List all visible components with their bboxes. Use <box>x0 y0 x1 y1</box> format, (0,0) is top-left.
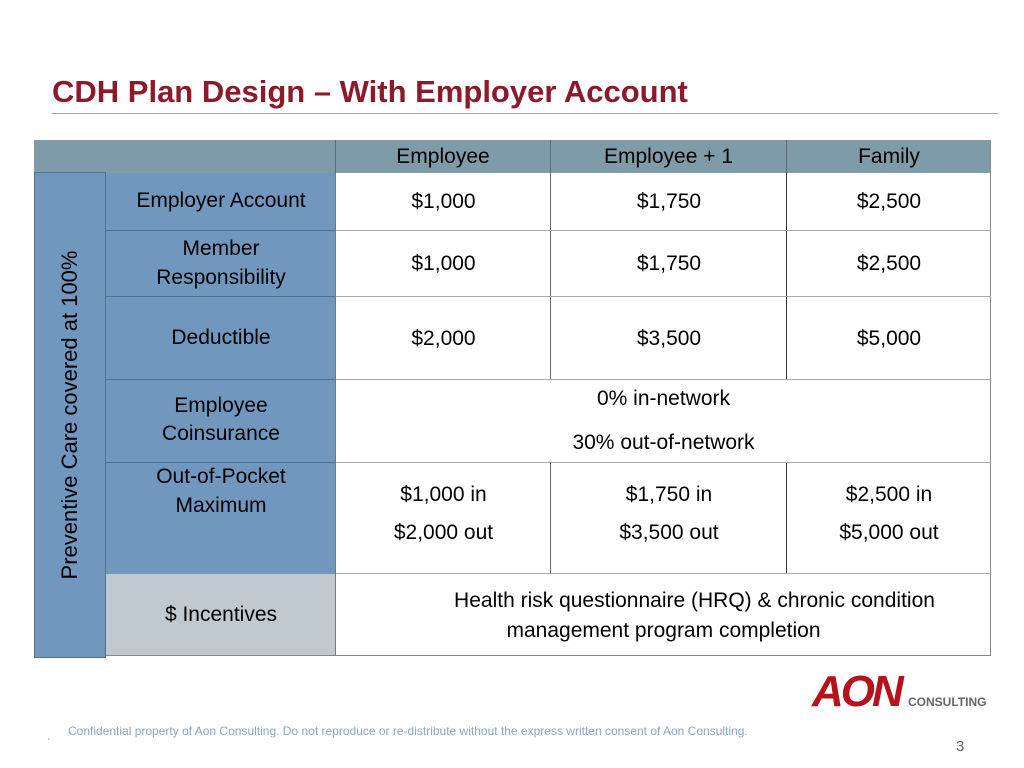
member-responsibility-employee: $1,000 <box>336 231 551 297</box>
incentives-value <box>336 574 991 656</box>
header-blank-cell <box>34 140 336 173</box>
deductible-family: $5,000 <box>787 297 991 380</box>
grid-line <box>336 379 991 380</box>
grid-line <box>336 230 991 231</box>
preventive-care-side-label <box>34 172 106 658</box>
grid-line <box>786 173 787 380</box>
employer-account-family: $2,500 <box>787 173 991 231</box>
oop-employee-plus-one <box>551 463 787 574</box>
grid-line <box>990 140 991 656</box>
header-employee: Employee <box>336 140 551 173</box>
coinsurance-out-of-network: 30% out-of-network <box>572 431 755 454</box>
row-label-member-responsibility <box>106 231 336 297</box>
deductible-employee-plus-one: $3,500 <box>551 297 787 380</box>
member-responsibility-family: $2,500 <box>787 231 991 297</box>
grid-line <box>550 173 551 380</box>
aon-consulting-logo <box>812 667 987 716</box>
consulting-logo-text: CONSULTING <box>908 695 987 709</box>
oop-employee <box>336 463 551 574</box>
row-label-employee-coinsurance <box>106 380 336 463</box>
oop-employee-in: $1,000 in <box>400 483 487 506</box>
deductible-employee: $2,000 <box>336 297 551 380</box>
member-label-line-1: Member <box>182 237 260 261</box>
row-label-deductible: Deductible <box>106 297 336 380</box>
aon-logo-mark <box>812 667 987 716</box>
row-label-incentives: $ Incentives <box>106 574 336 656</box>
preventive-care-text: Preventive Care covered at 100% <box>57 250 82 580</box>
footer-dot: . <box>47 729 51 743</box>
grid-line <box>106 655 991 656</box>
member-responsibility-employee-plus-one: $1,750 <box>551 231 787 297</box>
oop-label-line-2: Maximum <box>175 494 267 517</box>
coinsurance-label-line-2: Coinsurance <box>162 422 280 446</box>
slide-title: CDH Plan Design – With Employer Account <box>52 74 688 109</box>
aon-logo-text: AON <box>812 667 901 716</box>
oop-employee-plus-one-out: $3,500 out <box>619 521 719 544</box>
employer-account-employee: $1,000 <box>336 173 551 231</box>
oop-family-out: $5,000 out <box>839 521 939 544</box>
incentives-line-2: management program completion <box>506 619 821 642</box>
oop-family-in: $2,500 in <box>845 483 933 506</box>
grid-line <box>550 463 551 574</box>
footer-confidentiality-note: Confidential property of Aon Consulting. Do not reproduce or re-distribute without the express written consent of Aon Consulting. <box>68 724 748 738</box>
row-label-out-of-pocket-maximum <box>106 463 336 574</box>
title-divider <box>52 113 998 114</box>
incentives-line-1: Health risk questionnaire (HRQ) & chronic condition <box>454 589 935 612</box>
oop-family <box>787 463 991 574</box>
coinsurance-label-line-1: Employee <box>174 394 268 417</box>
grid-line <box>336 296 991 297</box>
header-employee-plus-one: Employee + 1 <box>551 140 787 173</box>
coinsurance-value <box>336 380 991 463</box>
row-label-employer-account: Employer Account <box>106 173 336 231</box>
oop-employee-out: $2,000 out <box>393 521 494 544</box>
grid-line <box>336 573 991 574</box>
header-family: Family <box>787 140 991 173</box>
member-label-line-2: Responsibility <box>156 265 286 289</box>
oop-label-line-1: Out-of-Pocket <box>156 465 286 488</box>
employer-account-employee-plus-one: $1,750 <box>551 173 787 231</box>
grid-line <box>336 462 991 463</box>
oop-employee-plus-one-in: $1,750 in <box>625 483 713 506</box>
grid-line <box>335 173 336 656</box>
grid-line <box>786 463 787 574</box>
coinsurance-in-network: 0% in-network <box>596 387 731 410</box>
page-number: 3 <box>956 738 965 755</box>
